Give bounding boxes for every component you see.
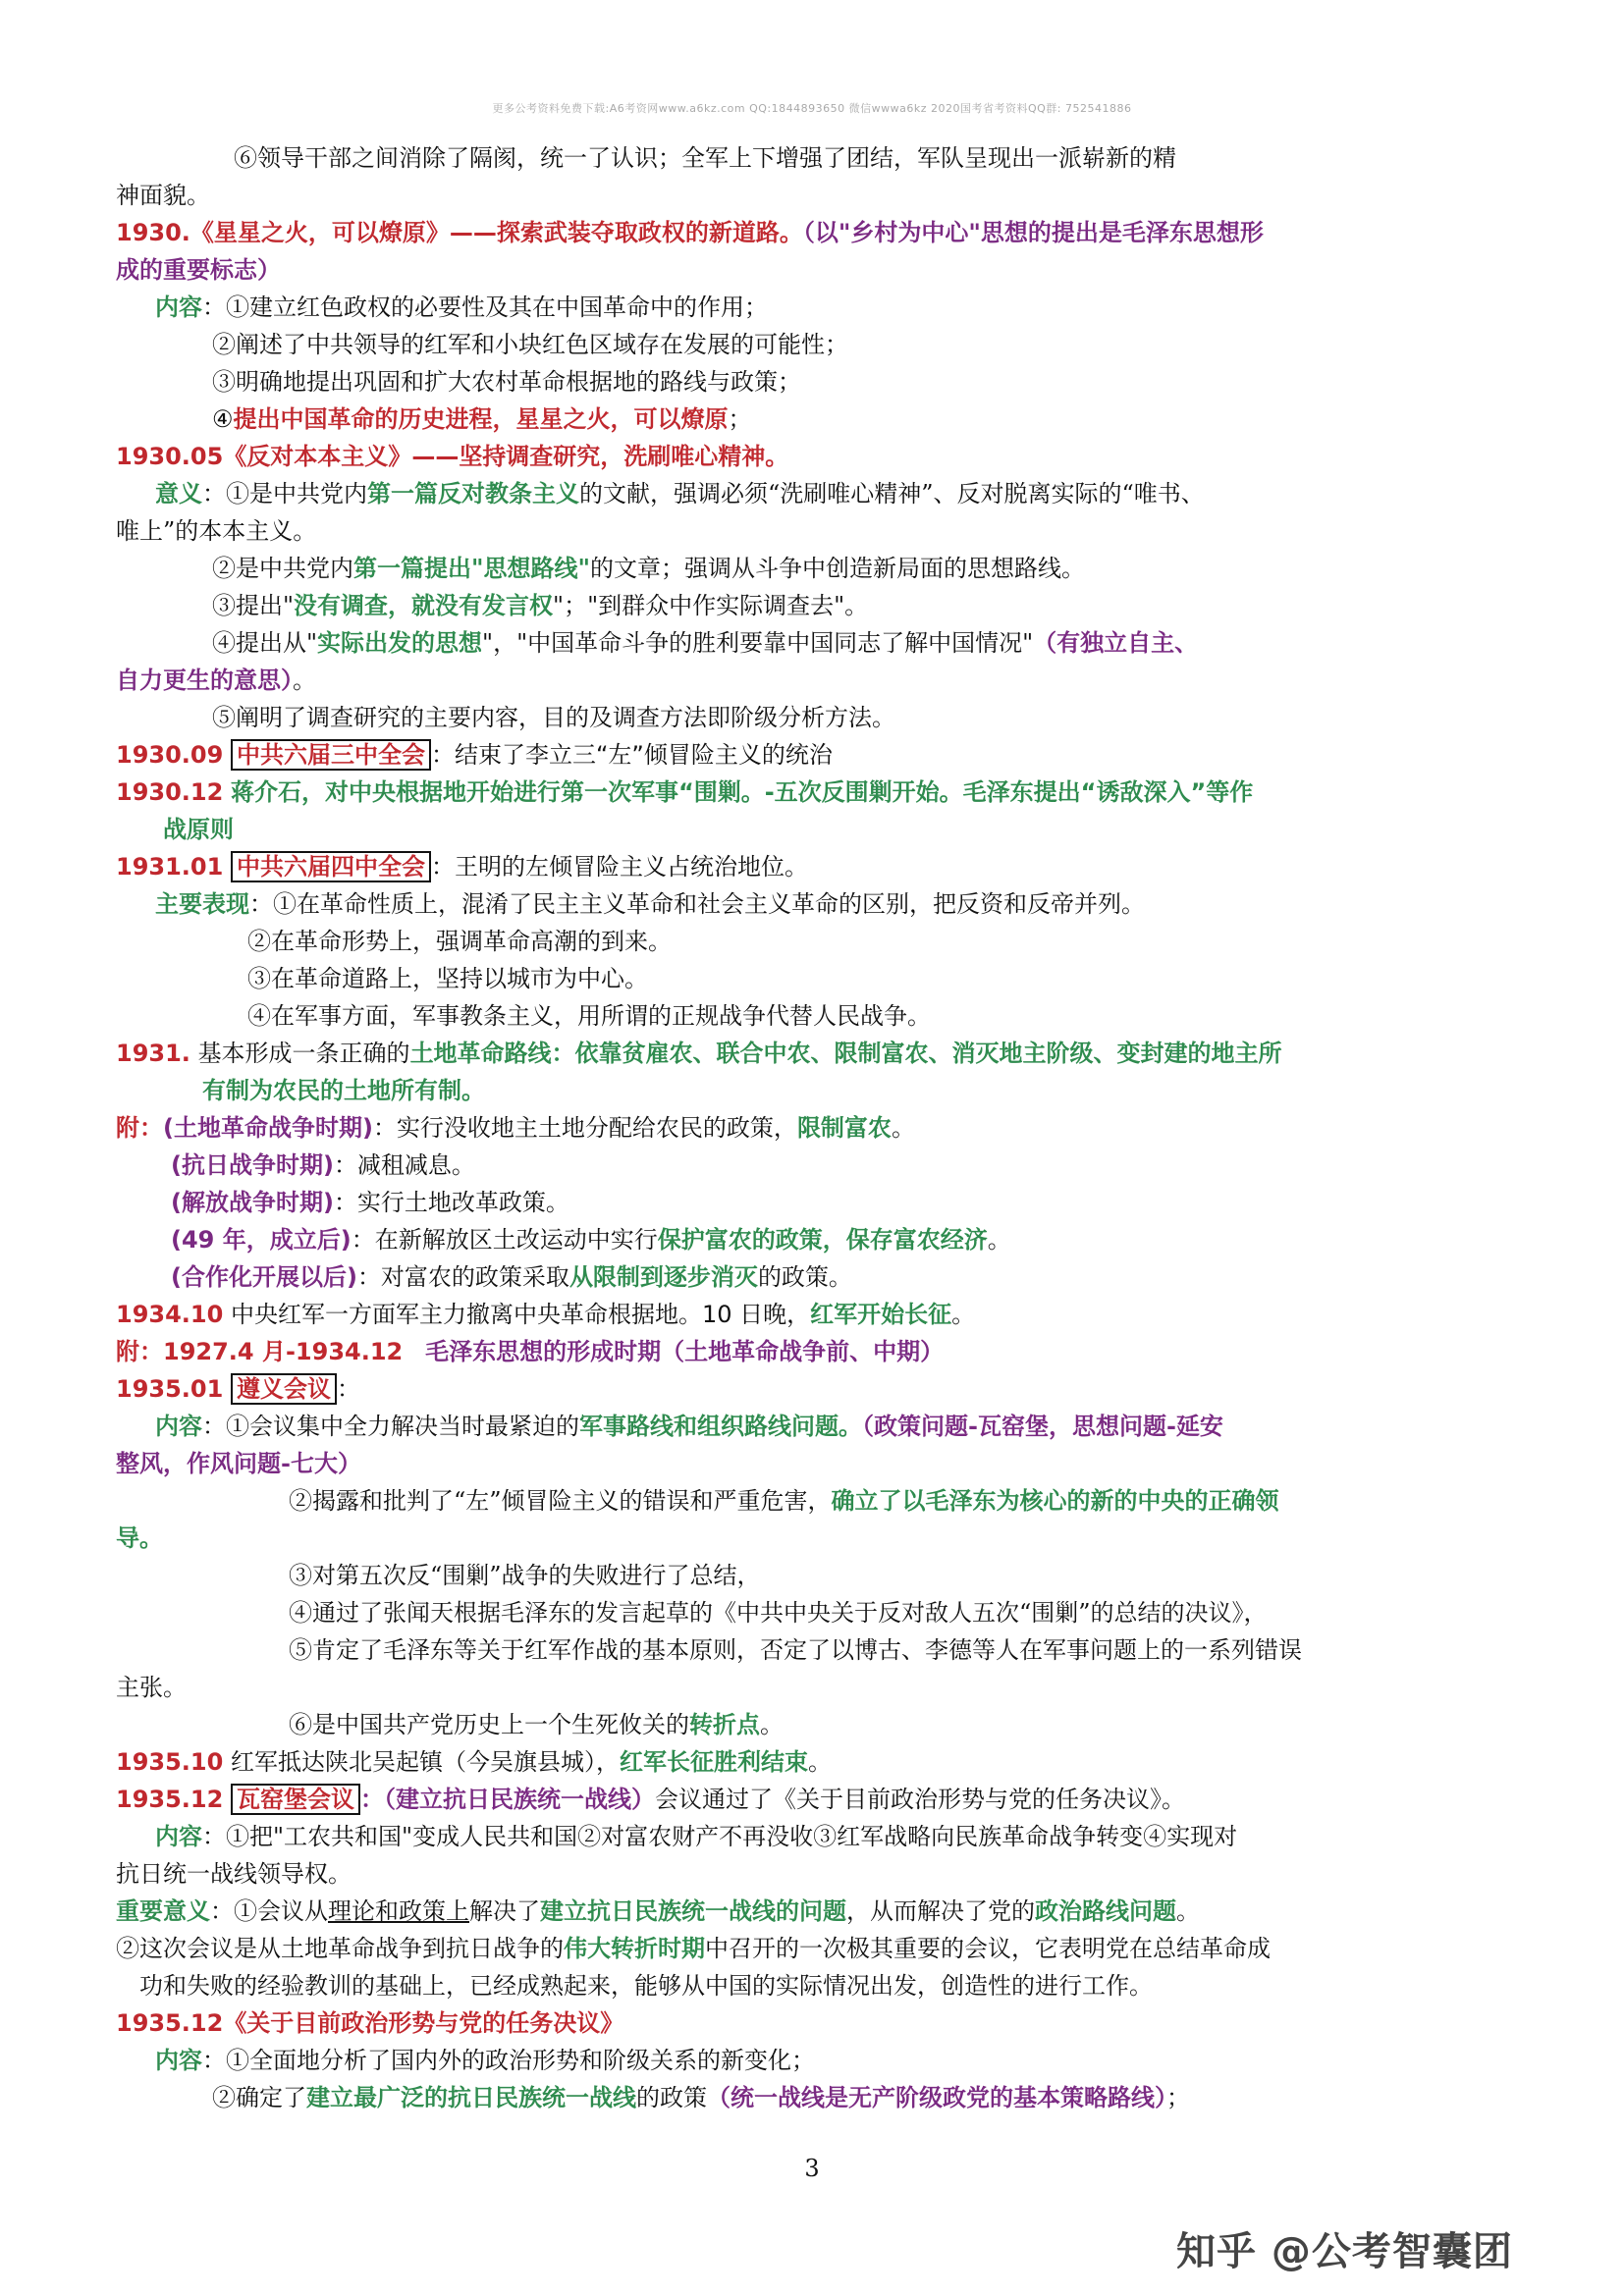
content-item: 内容：①全面地分析了国内外的政治形势和阶级关系的新变化；	[155, 2046, 815, 2074]
content-item: ②在革命形势上，强调革命高潮的到来。	[247, 928, 672, 955]
section-heading: 1935.12《关于目前政治形势与党的任务决议》	[116, 2009, 624, 2037]
appendix-line: 附：(土地革命战争时期)：实行没收地主土地分配给农民的政策，限制富农。	[116, 1114, 915, 1142]
content-item: 唯上”的本本主义。	[116, 517, 317, 545]
content-item: ②揭露和批判了“左”倾冒险主义的错误和严重危害，确立了以毛泽东为核心的新的中央的正确领	[289, 1486, 1279, 1515]
content-item: ⑤阐明了调查研究的主要内容，目的及调查方法即阶级分析方法。	[212, 704, 895, 731]
content-item: 内容：①建立红色政权的必要性及其在中国革命中的作用；	[155, 293, 768, 321]
event-line: 1930.12 蒋介石，对中央根据地开始进行第一次军事“围剿。-五次反围剿开始。毛泽东提出“诱敌深入”等作	[116, 778, 1254, 806]
content-item: 内容：①把"工农共和国"变成人民共和国②对富农财产不再没收③红军战略向民族革命战争转变④实现对	[155, 1822, 1238, 1850]
content-item: ②是中共党内第一篇提出"思想路线"的文章；强调从斗争中创造新局面的思想路线。	[212, 554, 1086, 582]
event-line: 1930.09 中共六届三中全会 ：结束了李立三“左”倾冒险主义的统治	[116, 741, 833, 769]
event-line: 1935.12 瓦窑堡会议 ：（建立抗日民族统一战线）会议通过了《关于目前政治形势与党的任务决议》。	[116, 1786, 1185, 1813]
document-body	[116, 139, 1530, 2116]
content-item: 主张。	[116, 1674, 187, 1701]
content-item: ④提出中国革命的历史进程，星星之火，可以燎原；	[212, 404, 752, 433]
appendix-line: (合作化开展以后)：对富农的政策采取从限制到逐步消灭的政策。	[171, 1263, 852, 1291]
content-item: 自力更生的意思）。	[116, 666, 316, 694]
section-heading: 1930.05《反对本本主义》——坚持调查研究，洗刷唯心精神。	[116, 443, 789, 470]
content-item: 重要意义：①会议从理论和政策上解决了建立抗日民族统一战线的问题，从而解决了党的政治路线问题。	[116, 1896, 1200, 1925]
event-line: 1931. 基本形成一条正确的土地革命路线：依靠贫雇农、联合中农、限制富农、消灭地主阶级、变封建的地主所	[116, 1040, 1282, 1067]
zhihu-logo-watermark: 知乎 @公考智囊团	[1176, 2229, 1513, 2274]
boxed-term: 遵义会议	[231, 1373, 337, 1405]
event-line: 1935.10 红军抵达陕北吴起镇（今吴旗县城），红军长征胜利结束。	[116, 1748, 832, 1776]
content-item: ③在革命道路上，坚持以城市为中心。	[247, 965, 648, 992]
content-item: ④通过了张闻天根据毛泽东的发言起草的《中共中央关于反对敌人五次“围剿”的总结的决议》，	[289, 1599, 1268, 1627]
event-line: 1931.01 中共六届四中全会 ：王明的左倾冒险主义占统治地位。	[116, 853, 808, 881]
content-item: 抗日统一战线领导权。	[116, 1860, 352, 1888]
content-item: ②确定了建立最广泛的抗日民族统一战线的政策（统一战线是无产阶级政党的基本策略路线）；	[212, 2083, 1190, 2111]
content-item: 导。	[116, 1523, 163, 1552]
content-item: ⑥是中国共产党历史上一个生死攸关的转折点。	[289, 1710, 784, 1738]
appendix-line: (解放战争时期)：实行土地改革政策。	[171, 1189, 569, 1216]
boxed-term: 中共六届三中全会	[231, 739, 431, 771]
section-heading: 1930.《星星之火，可以燎原》——探索武装夺取政权的新道路。（以"乡村为中心"思想的提出是毛泽东思想形	[116, 219, 1264, 246]
content-item: ⑤肯定了毛泽东等关于红军作战的基本原则，否定了以博古、李德等人在军事问题上的一系列错误	[289, 1636, 1302, 1664]
event-line-cont: 有制为农民的土地所有制。	[202, 1077, 485, 1104]
content-item: ②阐述了中共领导的红军和小块红色区域存在发展的可能性；	[212, 331, 848, 358]
content-item: 内容：①会议集中全力解决当时最紧迫的军事路线和组织路线问题。（政策问题-瓦窑堡，思想问题-延安	[155, 1412, 1223, 1440]
page-number: 3	[804, 2155, 820, 2182]
content-item: 意义：①是中共党内第一篇反对教条主义的文献，强调必须“洗刷唯心精神”、反对脱离实际的“唯书、	[155, 479, 1205, 507]
event-line: 1934.10 中央红军一方面军主力撤离中央革命根据地。10 日晚，红军开始长征。	[116, 1301, 976, 1328]
appendix-line: (抗日战争时期)：减租减息。	[171, 1151, 475, 1179]
appendix-line: 附：1927.4 月-1934.12 毛泽东思想的形成时期（土地革命战争前、中期）	[116, 1338, 945, 1365]
content-item: ③明确地提出巩固和扩大农村革命根据地的路线与政策；	[212, 368, 801, 396]
content-item: ③对第五次反“围剿”战争的失败进行了总结，	[289, 1562, 761, 1589]
paragraph: 神面貌。	[116, 182, 210, 209]
section-heading-cont: 成的重要标志）	[116, 256, 281, 284]
content-item: 主要表现：①在革命性质上，混淆了民主主义革命和社会主义革命的区别，把反资和反帝并列。	[155, 889, 1145, 918]
content-item: ②这次会议是从土地革命战争到抗日战争的伟大转折时期中召开的一次极其重要的会议，它表明党在总结革命成	[116, 1934, 1271, 1962]
event-line: 1935.01 遵义会议 ：	[116, 1375, 360, 1403]
content-item: ④在军事方面，军事教条主义，用所谓的正规战争代替人民战争。	[247, 1002, 931, 1030]
appendix-line: (49 年，成立后)：在新解放区土改运动中实行保护富农的政策，保存富农经济。	[171, 1226, 1011, 1254]
paragraph: ⑥领导干部之间消除了隔阂，统一了认识；全军上下增强了团结，军队呈现出一派崭新的精	[234, 144, 1176, 172]
content-item: 整风，作风问题-七大）	[116, 1449, 361, 1477]
event-line-cont: 战原则	[163, 816, 234, 843]
content-item: ③提出"没有调查，就没有发言权"；"到群众中作实际调查去"。	[212, 591, 869, 619]
boxed-term: 瓦窑堡会议	[231, 1784, 360, 1815]
boxed-term: 中共六届四中全会	[231, 851, 431, 882]
content-item: 功和失败的经验教训的基础上，已经成熟起来，能够从中国的实际情况出发，创造性的进行工作。	[139, 1972, 1153, 2000]
watermark-header: 更多公考资料免费下载:A6考资网www.a6kz.com QQ:1844893650 微信wwwa6kz 2020国考省考资料QQ群: 752541886	[492, 102, 1132, 115]
content-item: ④提出从"实际出发的思想"，"中国革命斗争的胜利要靠中国同志了解中国情况"（有独立自主、	[212, 628, 1199, 657]
